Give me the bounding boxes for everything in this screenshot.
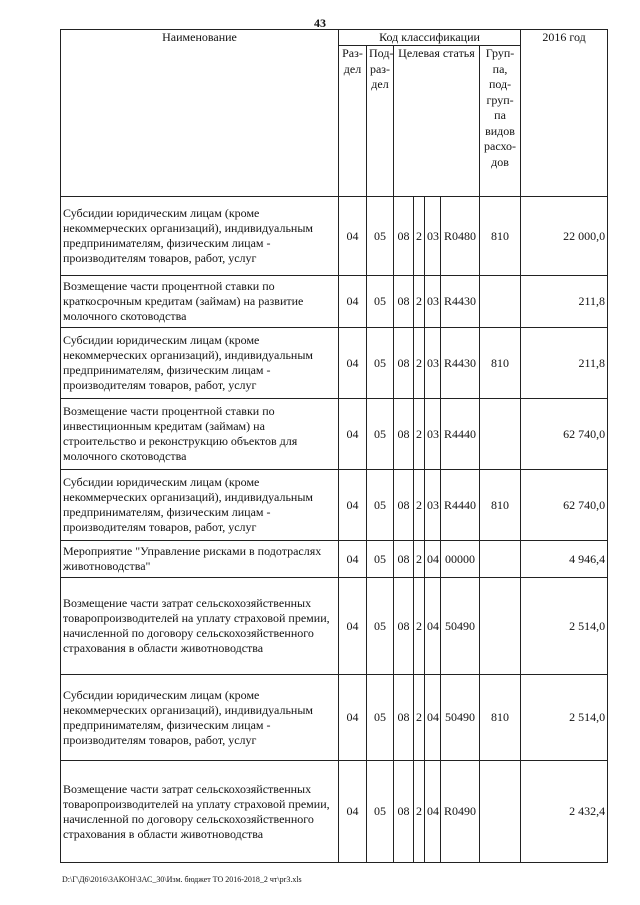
cell-c1: 08	[394, 399, 414, 470]
cell-razdel: 04	[339, 328, 367, 399]
cell-podrazdel: 05	[367, 675, 394, 761]
cell-c4: 50490	[441, 675, 480, 761]
cell-vid	[480, 541, 521, 578]
cell-amount: 211,8	[521, 328, 608, 399]
cell-c1: 08	[394, 328, 414, 399]
cell-c1: 08	[394, 761, 414, 863]
header-subsection: Под-раз-дел	[367, 46, 394, 197]
table-row	[61, 470, 608, 541]
cell-vid: 810	[480, 197, 521, 276]
cell-podrazdel: 05	[367, 470, 394, 541]
cell-podrazdel: 05	[367, 578, 394, 675]
header-name: Наименование	[61, 30, 339, 197]
page-number: 43	[314, 16, 326, 30]
cell-razdel: 04	[339, 541, 367, 578]
cell-vid	[480, 399, 521, 470]
table-row	[61, 761, 608, 863]
cell-razdel: 04	[339, 578, 367, 675]
cell-name: Возмещение части затрат сельскохозяйственных товаропроизводителей на уплату страховой премии, начисленной по договору сельскохозяйственного страхования в области животноводства	[61, 761, 339, 863]
cell-c3: 03	[425, 328, 441, 399]
cell-podrazdel: 05	[367, 541, 394, 578]
cell-c2: 2	[414, 328, 425, 399]
cell-c4: R0490	[441, 761, 480, 863]
cell-vid: 810	[480, 470, 521, 541]
table-row	[61, 578, 608, 675]
cell-c4: R4440	[441, 470, 480, 541]
cell-name: Возмещение части затрат сельскохозяйственных товаропроизводителей на уплату страховой премии, начисленной по договору сельскохозяйственного страхования в области животноводства	[61, 578, 339, 675]
cell-c4: R4440	[441, 399, 480, 470]
table-row	[61, 541, 608, 578]
cell-razdel: 04	[339, 276, 367, 328]
cell-name: Возмещение части процентной ставки по инвестиционным кредитам (займам) на строительство и реконструкцию объектов для молочного скотоводства	[61, 399, 339, 470]
cell-c1: 08	[394, 470, 414, 541]
cell-c3: 04	[425, 578, 441, 675]
cell-vid: 810	[480, 675, 521, 761]
cell-c3: 03	[425, 399, 441, 470]
cell-amount: 211,8	[521, 276, 608, 328]
file-path-footer: D:\Г\Д6\2016\ЗАКОН\ЗАС_30\Изм. бюджет ТО 2016-2018_2 чт\pr3.xls	[62, 875, 302, 884]
cell-name: Субсидии юридическим лицам (кроме некоммерческих организаций), индивидуальным предпринимателям, физическим лицам - производителям товаров, работ, услуг	[61, 328, 339, 399]
cell-c4: R4430	[441, 328, 480, 399]
cell-c1: 08	[394, 276, 414, 328]
table-row	[61, 197, 608, 276]
header-target: Целевая статья	[394, 46, 480, 197]
header-expense-group: Груп-па, под-груп-па видов расхо-дов	[480, 46, 521, 197]
cell-c3: 03	[425, 276, 441, 328]
header-section: Раз-дел	[339, 46, 367, 197]
cell-c1: 08	[394, 578, 414, 675]
header-year: 2016 год	[521, 30, 608, 197]
budget-table	[60, 29, 608, 863]
cell-c4: R4430	[441, 276, 480, 328]
cell-c3: 03	[425, 470, 441, 541]
cell-vid: 810	[480, 328, 521, 399]
cell-c2: 2	[414, 578, 425, 675]
cell-amount: 2 514,0	[521, 578, 608, 675]
cell-amount: 22 000,0	[521, 197, 608, 276]
table-row	[61, 399, 608, 470]
cell-c2: 2	[414, 675, 425, 761]
cell-c3: 03	[425, 197, 441, 276]
cell-c3: 04	[425, 541, 441, 578]
cell-c4: 50490	[441, 578, 480, 675]
cell-vid	[480, 578, 521, 675]
cell-amount: 2 514,0	[521, 675, 608, 761]
cell-name: Мероприятие "Управление рисками в подотраслях животноводства"	[61, 541, 339, 578]
cell-amount: 4 946,4	[521, 541, 608, 578]
cell-amount: 2 432,4	[521, 761, 608, 863]
cell-c2: 2	[414, 276, 425, 328]
cell-podrazdel: 05	[367, 761, 394, 863]
cell-vid	[480, 761, 521, 863]
cell-c2: 2	[414, 470, 425, 541]
cell-podrazdel: 05	[367, 276, 394, 328]
cell-razdel: 04	[339, 197, 367, 276]
cell-c2: 2	[414, 197, 425, 276]
header-classification: Код классификации	[339, 30, 521, 46]
cell-c2: 2	[414, 399, 425, 470]
cell-name: Субсидии юридическим лицам (кроме некоммерческих организаций), индивидуальным предпринимателям, физическим лицам - производителям товаров, работ, услуг	[61, 197, 339, 276]
cell-c1: 08	[394, 541, 414, 578]
cell-c1: 08	[394, 675, 414, 761]
cell-c2: 2	[414, 761, 425, 863]
cell-amount: 62 740,0	[521, 470, 608, 541]
cell-podrazdel: 05	[367, 399, 394, 470]
table-row	[61, 328, 608, 399]
cell-name: Возмещение части процентной ставки по краткосрочным кредитам (займам) на развитие молочного скотоводства	[61, 276, 339, 328]
cell-c3: 04	[425, 675, 441, 761]
cell-c4: R0480	[441, 197, 480, 276]
cell-podrazdel: 05	[367, 197, 394, 276]
cell-c3: 04	[425, 761, 441, 863]
cell-podrazdel: 05	[367, 328, 394, 399]
table-row	[61, 675, 608, 761]
cell-razdel: 04	[339, 399, 367, 470]
cell-c2: 2	[414, 541, 425, 578]
cell-name: Субсидии юридическим лицам (кроме некоммерческих организаций), индивидуальным предпринимателям, физическим лицам - производителям товаров, работ, услуг	[61, 675, 339, 761]
cell-vid	[480, 276, 521, 328]
table-row	[61, 276, 608, 328]
cell-c4: 00000	[441, 541, 480, 578]
cell-amount: 62 740,0	[521, 399, 608, 470]
cell-razdel: 04	[339, 675, 367, 761]
cell-name: Субсидии юридическим лицам (кроме некоммерческих организаций), индивидуальным предпринимателям, физическим лицам - производителям товаров, работ, услуг	[61, 470, 339, 541]
cell-razdel: 04	[339, 470, 367, 541]
cell-razdel: 04	[339, 761, 367, 863]
cell-c1: 08	[394, 197, 414, 276]
